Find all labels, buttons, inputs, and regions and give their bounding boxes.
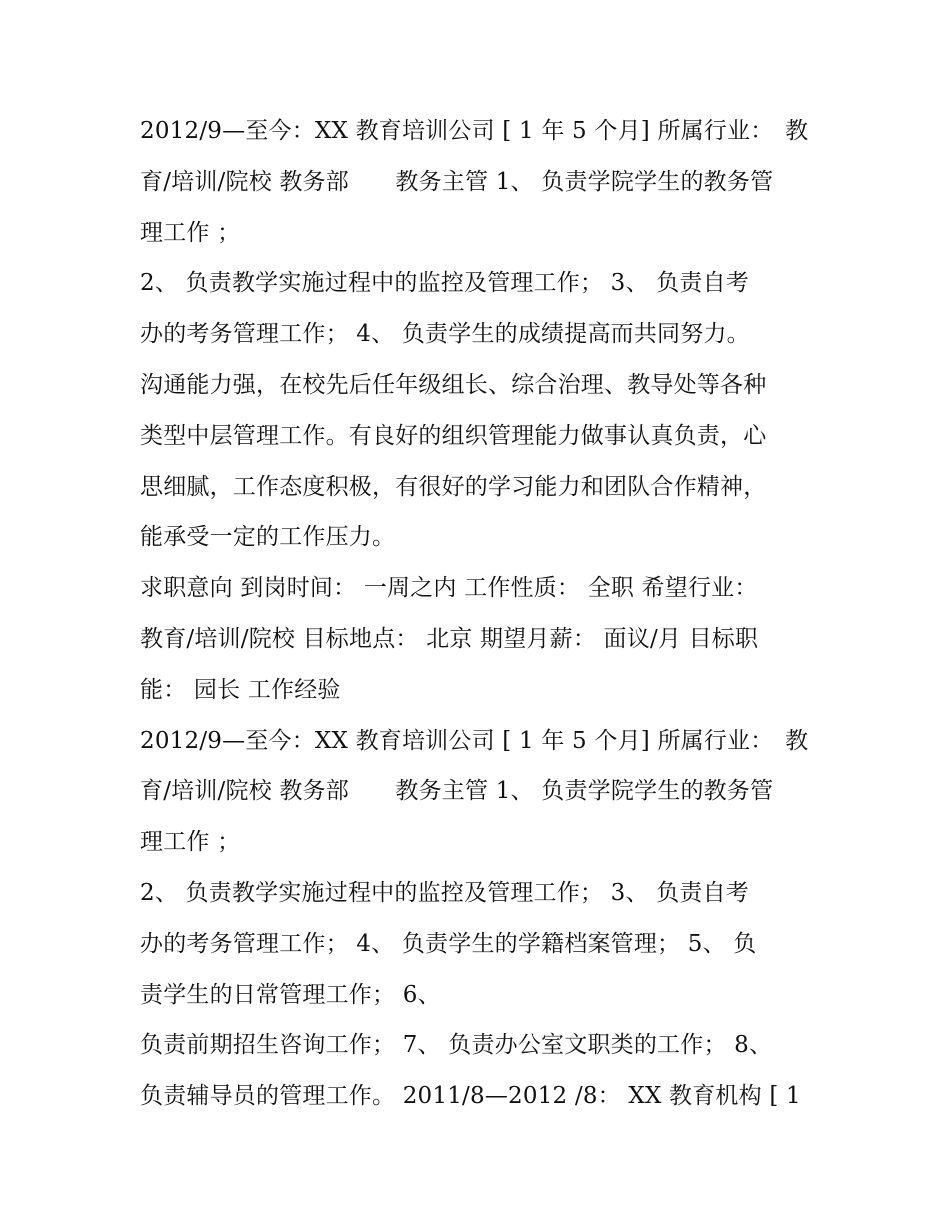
text-line-3: 理工作 ；	[140, 219, 241, 246]
text-line-20: 负责辅导员的管理工作。 2011/8—2012 /8： XX 教育机构 [ 1	[140, 1083, 801, 1110]
text-line-4: 2、 负责教学实施过程中的监控及管理工作； 3、 负责自考	[140, 270, 749, 297]
text-line-13: 2012/9—至今：XX 教育培训公司 [ 1 年 5 个月] 所属行业： 教	[140, 727, 809, 754]
text-line-18: 责学生的日常管理工作； 6、	[140, 981, 441, 1008]
text-line-2: 育/培训/院校 教务部 教务主管 1、 负责学院学生的教务管	[140, 168, 774, 195]
text-line-7: 类型中层管理工作。有良好的组织管理能力做事认真负责，心	[140, 422, 767, 449]
text-line-14: 育/培训/院校 教务部 教务主管 1、 负责学院学生的教务管	[140, 778, 774, 805]
text-line-1: 2012/9—至今：XX 教育培训公司 [ 1 年 5 个月] 所属行业： 教	[140, 118, 809, 144]
text-line-16: 2、 负责教学实施过程中的监控及管理工作； 3、 负责自考	[140, 879, 749, 906]
text-line-17: 办的考务管理工作； 4、 负责学生的学籍档案管理； 5、 负	[140, 930, 757, 957]
text-line-15: 理工作 ；	[140, 829, 241, 856]
text-line-8: 思细腻，工作态度积极，有很好的学习能力和团队合作精神，	[140, 473, 767, 500]
text-line-5: 办的考务管理工作； 4、 负责学生的成绩提高而共同努力。	[140, 321, 750, 348]
text-line-11: 教育/培训/院校 目标地点： 北京 期望月薪： 面议/月 目标职	[140, 625, 759, 652]
text-line-19: 负责前期招生咨询工作； 7、 负责办公室文职类的工作； 8、	[140, 1032, 773, 1059]
text-line-12: 能： 园长 工作经验	[140, 676, 341, 703]
document-body	[140, 106, 810, 1122]
text-line-6: 沟通能力强，在校先后任年级组长、综合治理、教导处等各种	[140, 371, 767, 398]
text-line-10: 求职意向 到岗时间： 一周之内 工作性质： 全职 希望行业：	[140, 575, 758, 602]
text-line-9: 能承受一定的工作压力。	[140, 524, 396, 551]
